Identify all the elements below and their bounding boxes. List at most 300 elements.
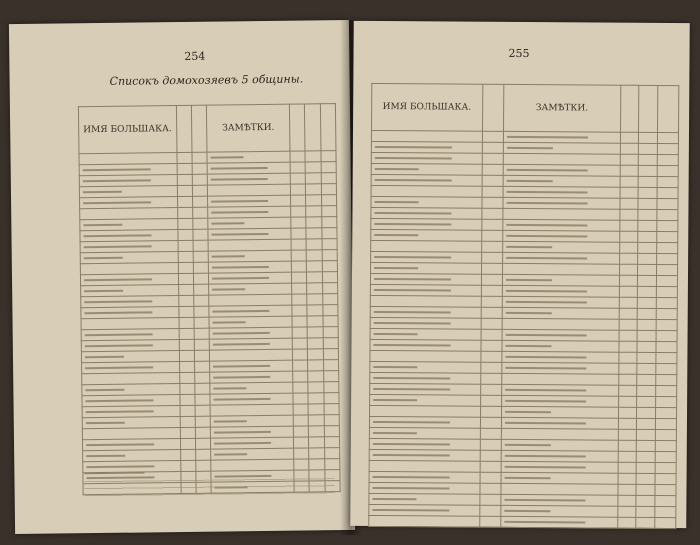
table-cell [177, 163, 193, 174]
table-cell [620, 132, 638, 143]
table-cell [195, 416, 211, 427]
table-cell [306, 184, 322, 195]
illegible-text [373, 344, 450, 347]
table-cell [179, 306, 195, 317]
table-cell [192, 185, 208, 196]
table-cell [503, 186, 620, 198]
table-cell [656, 297, 678, 308]
table-cell [179, 372, 195, 383]
table-cell [177, 218, 193, 229]
illegible-text [506, 312, 552, 314]
table-cell [324, 415, 340, 426]
table-cell [637, 341, 655, 352]
table-cell [179, 383, 195, 394]
table-cell [502, 373, 619, 385]
illegible-text [374, 322, 451, 325]
table-cell [369, 438, 480, 450]
illegible-text [505, 367, 586, 370]
illegible-text [375, 146, 452, 149]
illegible-text [214, 431, 271, 434]
illegible-text [506, 224, 587, 227]
table-cell [501, 494, 618, 506]
table-cell [618, 473, 636, 484]
illegible-text [374, 234, 418, 236]
table-cell [292, 316, 308, 327]
table-cell [290, 151, 306, 162]
table-cell [371, 240, 482, 252]
table-cell [308, 404, 324, 415]
table-cell [655, 374, 677, 385]
table-cell [322, 272, 338, 283]
table-cell [305, 162, 321, 173]
table-cell [655, 440, 677, 451]
table-cell [308, 371, 324, 382]
table-cell [321, 195, 337, 206]
table-cell [637, 286, 655, 297]
table-cell [322, 250, 338, 261]
left-page [9, 20, 355, 534]
illegible-text [86, 476, 154, 479]
table-cell [502, 274, 619, 286]
illegible-text [505, 400, 586, 403]
table-cell [369, 504, 480, 516]
illegible-text [374, 289, 451, 292]
table-cell [292, 349, 308, 360]
table-cell [369, 449, 480, 461]
table-cell [292, 305, 308, 316]
table-cell [369, 427, 480, 439]
table-cell [503, 219, 620, 231]
table-cell [370, 306, 481, 318]
table-cell [321, 151, 337, 162]
illegible-text [507, 147, 553, 149]
illegible-text [83, 234, 151, 237]
table-cell [638, 187, 656, 198]
table-cell [502, 285, 619, 297]
table-cell [371, 163, 482, 175]
illegible-text [375, 168, 419, 170]
table-cell [308, 415, 324, 426]
table-cell [482, 164, 504, 175]
illegible-text [215, 475, 272, 478]
table-cell [308, 360, 324, 371]
table-cell [480, 450, 502, 461]
table-cell [194, 350, 210, 361]
table-cell [293, 437, 309, 448]
illegible-text [83, 168, 151, 171]
table-cell [371, 196, 482, 208]
table-cell [193, 229, 209, 240]
table-cell [194, 317, 210, 328]
table-cell [306, 239, 322, 250]
table-cell [291, 272, 307, 283]
column-header: ЗАМѢТКИ. [504, 84, 621, 132]
illegible-text [505, 389, 586, 392]
illegible-text [215, 453, 248, 455]
illegible-text [373, 377, 450, 380]
table-cell [293, 459, 309, 470]
table-cell [179, 317, 195, 328]
illegible-text [83, 179, 151, 182]
table-cell [657, 176, 679, 187]
table-cell [656, 198, 678, 209]
page-title: Списокъ домохозяевъ 5 общины. [109, 72, 304, 88]
illegible-text [83, 191, 122, 193]
illegible-text [213, 343, 270, 346]
table-cell [618, 374, 636, 385]
illegible-text [83, 224, 122, 226]
table-cell [657, 132, 679, 143]
table-cell [636, 473, 654, 484]
table-cell [323, 349, 339, 360]
table-cell [480, 472, 502, 483]
illegible-text [373, 454, 450, 457]
table-cell [501, 505, 618, 517]
table-cell [637, 297, 655, 308]
illegible-text [374, 223, 451, 226]
table-cell [479, 483, 501, 494]
table-cell [322, 239, 338, 250]
column-header [639, 85, 658, 132]
table-cell [479, 516, 501, 527]
table-cell [638, 154, 656, 165]
table-cell [620, 198, 638, 209]
table-cell [638, 264, 656, 275]
table-cell [617, 517, 635, 528]
illegible-text [373, 366, 417, 368]
table-cell [293, 415, 309, 426]
table-cell [292, 371, 308, 382]
table-cell [370, 394, 481, 406]
table-cell [502, 362, 619, 374]
illegible-text [507, 202, 588, 205]
illegible-text [212, 233, 269, 236]
table-cell [308, 349, 324, 360]
table-cell [636, 451, 654, 462]
table-cell [480, 373, 502, 384]
table-cell [619, 297, 637, 308]
table-cell [636, 495, 654, 506]
table-cell [620, 154, 638, 165]
table-cell [291, 239, 307, 250]
illegible-text [212, 200, 269, 203]
illegible-text [85, 366, 153, 369]
table-cell [180, 405, 196, 416]
table-cell [480, 384, 502, 395]
table-cell [180, 449, 196, 460]
illegible-text [374, 267, 418, 269]
table-cell [194, 273, 210, 284]
table-cell [657, 143, 679, 154]
illegible-text [214, 365, 271, 368]
table-cell [322, 261, 338, 272]
table-cell [324, 448, 340, 459]
table-cell [501, 483, 618, 495]
illegible-text [373, 443, 450, 446]
table-cell [654, 495, 676, 506]
table-cell [639, 132, 657, 143]
table-cell [291, 283, 307, 294]
table-cell [178, 240, 194, 251]
illegible-text [85, 333, 153, 336]
table-cell [193, 240, 209, 251]
table-cell [177, 185, 193, 196]
table-cell [180, 416, 196, 427]
table-cell [619, 264, 637, 275]
table-cell [501, 450, 618, 462]
table-cell [308, 382, 324, 393]
table-cell [194, 284, 210, 295]
table-cell [306, 217, 322, 228]
table-cell [482, 131, 504, 142]
table-cell [502, 318, 619, 330]
column-header: ЗАМѢТКИ. [207, 104, 290, 152]
table-cell [501, 461, 618, 473]
table-cell [177, 207, 193, 218]
table-cell [481, 263, 503, 274]
right-page [350, 21, 690, 528]
table-cell [370, 383, 481, 395]
table-cell [619, 220, 637, 231]
illegible-text [373, 476, 450, 479]
table-cell [636, 440, 654, 451]
table-cell [195, 394, 211, 405]
illegible-text [84, 290, 123, 292]
table-cell [637, 396, 655, 407]
table-cell [306, 206, 322, 217]
table-cell [503, 142, 620, 154]
illegible-text [504, 510, 550, 512]
illegible-text [86, 465, 154, 468]
table-cell [369, 416, 480, 428]
table-cell [306, 228, 322, 239]
table-cell [192, 152, 208, 163]
table-cell [321, 173, 337, 184]
illegible-text [212, 266, 269, 269]
table-cell [619, 330, 637, 341]
table-cell [293, 404, 309, 415]
table-cell [369, 460, 480, 472]
table-cell [290, 184, 306, 195]
illegible-text [214, 376, 271, 379]
illegible-text [213, 288, 246, 290]
illegible-text [505, 422, 586, 425]
table-cell [480, 406, 502, 417]
table-cell [655, 473, 677, 484]
table-cell [177, 152, 193, 163]
table-cell [656, 264, 678, 275]
table-cell [192, 174, 208, 185]
table-cell [655, 341, 677, 352]
household-table-left [78, 103, 341, 495]
table-cell [193, 196, 209, 207]
table-cell [309, 448, 325, 459]
column-header: ИМЯ БОЛЬШАКА. [78, 106, 176, 154]
illegible-text [507, 136, 588, 139]
table-cell [618, 484, 636, 495]
table-cell [480, 428, 502, 439]
table-cell [619, 341, 637, 352]
table-cell [323, 371, 339, 382]
table-cell [307, 283, 323, 294]
table-cell [638, 176, 656, 187]
table-cell [370, 295, 481, 307]
table-cell [179, 350, 195, 361]
table-cell [307, 272, 323, 283]
table-cell [370, 317, 481, 329]
table-cell [194, 306, 210, 317]
table-cell [290, 162, 306, 173]
illegible-text [507, 191, 588, 194]
illegible-text [213, 321, 246, 323]
footnote [84, 478, 334, 499]
table-cell [179, 328, 195, 339]
table-cell [481, 318, 503, 329]
table-cell [178, 284, 194, 295]
illegible-text [506, 257, 587, 260]
illegible-text [506, 235, 587, 238]
table-cell [369, 482, 480, 494]
illegible-text [211, 156, 244, 158]
table-cell [656, 220, 678, 231]
table-cell [322, 305, 338, 316]
illegible-text [505, 477, 551, 479]
table-cell [324, 404, 340, 415]
illegible-text [84, 278, 152, 281]
illegible-text [86, 443, 154, 446]
table-cell [637, 374, 655, 385]
column-header [305, 104, 321, 151]
table-cell [195, 383, 211, 394]
illegible-text [374, 333, 418, 335]
table-cell [620, 176, 638, 187]
table-cell [479, 505, 501, 516]
table-cell [656, 275, 678, 286]
illegible-text [506, 334, 587, 337]
table-cell [324, 426, 340, 437]
table-cell [292, 327, 308, 338]
table-cell [618, 462, 636, 473]
table-cell [481, 241, 503, 252]
table-cell [502, 340, 619, 352]
table-cell [503, 197, 620, 209]
table-cell [370, 284, 481, 296]
table-cell [309, 459, 325, 470]
table-cell [307, 305, 323, 316]
table-cell [655, 462, 677, 473]
table-cell [178, 262, 194, 273]
table-cell [481, 285, 503, 296]
table-cell [321, 206, 337, 217]
illegible-text [505, 455, 586, 458]
illegible-text [505, 411, 551, 413]
illegible-text [85, 389, 124, 391]
table-cell [501, 439, 618, 451]
table-cell [480, 461, 502, 472]
table-body [79, 151, 340, 495]
table-cell [482, 186, 504, 197]
table-cell [655, 429, 677, 440]
table-cell [193, 262, 209, 273]
household-table-right [368, 83, 679, 529]
table-cell [503, 131, 620, 143]
table-cell [480, 417, 502, 428]
illegible-text [372, 487, 449, 490]
table-cell [307, 316, 323, 327]
table-cell [370, 372, 481, 384]
table-cell [371, 141, 482, 153]
table-cell [637, 319, 655, 330]
table-cell [503, 252, 620, 264]
table-cell [637, 418, 655, 429]
table-cell [194, 295, 210, 306]
table-cell [369, 471, 480, 483]
table-cell [178, 251, 194, 262]
table-cell [638, 220, 656, 231]
table-cell [307, 294, 323, 305]
illegible-text [506, 345, 552, 347]
illegible-text [85, 356, 124, 358]
table-cell [480, 351, 502, 362]
table-cell [501, 472, 618, 484]
table-cell [657, 165, 679, 176]
illegible-text [213, 310, 270, 313]
table-cell [637, 330, 655, 341]
table-cell [322, 283, 338, 294]
illegible-text [374, 311, 451, 314]
illegible-text [85, 344, 153, 347]
table-cell [503, 241, 620, 253]
table-cell [480, 340, 502, 351]
table-cell [323, 382, 339, 393]
table-cell [636, 517, 654, 528]
table-cell [306, 195, 322, 206]
page-number-right: 255 [508, 46, 530, 61]
column-header [657, 85, 679, 132]
table-cell [619, 242, 637, 253]
table-cell [481, 208, 503, 219]
table-body [369, 130, 679, 528]
table-cell [306, 250, 322, 261]
table-cell [619, 286, 637, 297]
page-number-left: 254 [184, 49, 206, 63]
table-cell [502, 307, 619, 319]
table-cell [655, 363, 677, 374]
table-cell [292, 360, 308, 371]
column-header [176, 105, 192, 152]
illegible-text [84, 311, 152, 314]
table-cell [323, 327, 339, 338]
column-header [320, 104, 336, 151]
illegible-text [214, 398, 271, 401]
table-cell [371, 152, 482, 164]
table-cell [481, 230, 503, 241]
table-cell [501, 516, 618, 528]
table-cell [293, 448, 309, 459]
illegible-text [373, 388, 450, 391]
table-cell [178, 229, 194, 240]
table-cell [618, 451, 636, 462]
table-cell [655, 418, 677, 429]
table-cell [655, 396, 677, 407]
table-cell [371, 174, 482, 186]
illegible-text [505, 466, 586, 469]
table-cell [370, 339, 481, 351]
table-cell [657, 187, 679, 198]
table-cell [638, 209, 656, 220]
illegible-text [212, 222, 245, 224]
table-cell [305, 173, 321, 184]
